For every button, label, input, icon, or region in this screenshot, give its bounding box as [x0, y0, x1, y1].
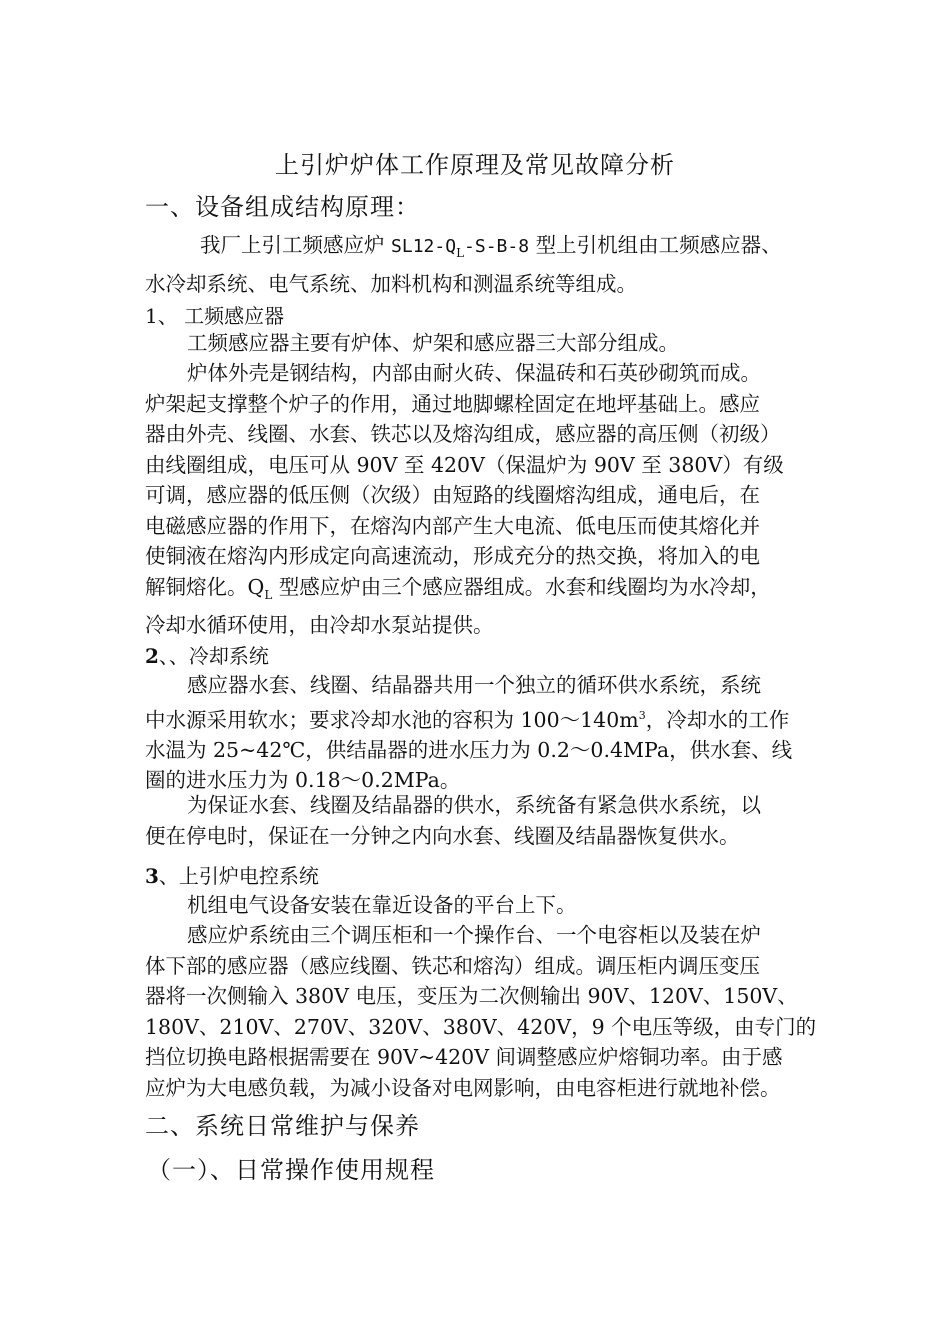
section-2-heading: 二、系统日常维护与保养	[145, 1112, 420, 1140]
subsection-3-heading: 3、上引炉电控系统	[145, 864, 319, 888]
subsection-1-heading: 1、 工频感应器	[145, 304, 285, 328]
subsection-2-heading: 2、、冷却系统	[145, 644, 269, 668]
subsection-1-paragraph-2: 炉体外壳是钢结构，内部由耐火砖、保温砖和石英砂砌筑而成。 炉架起支撑整个炉子的作用，通过地脚螺栓固定在地坪基础上。感应 器由外壳、线圈、水套、铁芯以及熔沟组成，感应器的高压侧（初级） 由线圈组成，电压可从 90V 至 420V（保温炉为 90V 至 380V）有级 可调，感应器的低压侧（次级）由短路的线圈熔沟组成，通电后，在 电磁感应器的作用下，在熔沟内部产生大电流、低电压而使其熔化并 使铜液在熔沟内形成定向高速流动，形成充分的热交换，将加入的电 解铜熔化。$Q_L$ 型感应炉由三个感应器组成。水套和线圈均为水冷却， 冷却水循环使用，由冷却水泵站提供。	[145, 361, 784, 638]
subsection-3-paragraph-2: 感应炉系统由三个调压柜和一个操作台、一个电容柜以及装在炉 体下部的感应器（感应线圈、铁芯和熔沟）组成。调压柜内调压变压 器将一次侧输入 380V 电压，变压为二次侧输出 90V、120V、150V、 180V、210V、270V、320V、380V、420V，9 个电压等级，由专门的 挡位切换电路根据需要在 90V~420V 间调整感应炉熔铜功率。由于感 应炉为大电感负载，为减小设备对电网影响，由电容柜进行就地补偿。	[145, 923, 817, 1100]
intro-line-2: 水冷却系统、电气系统、加料机构和测温系统等组成。	[145, 271, 637, 296]
intro-line-1: 我厂上引工频感应炉 $SL12-Q_L-S-B-8$ 型上引机组由工频感应器、	[200, 233, 782, 261]
section-1-heading: 一、设备组成结构原理：	[145, 193, 420, 221]
document-title: 上引炉炉体工作原理及常见故障分析	[275, 151, 675, 179]
subsection-2-paragraph-1: 感应器水套、线圈、结晶器共用一个独立的循环供水系统，系统 中水源采用软水；要求冷却水池的容积为 $100\sim 140m^3$，冷却水的工作 水温为 25~42℃，供结晶器的进水压力为 0.2～0.4MPa，供水套、线 圈的进水压力为 0.18～0.2MPa。	[145, 673, 793, 793]
subsection-2-paragraph-2: 为保证水套、线圈及结晶器的供水，系统备有紧急供水系统，以 便在停电时，保证在一分钟之内向水套、线圈及结晶器恢复供水。	[145, 793, 761, 848]
subsection-3-paragraph-1: 机组电气设备安装在靠近设备的平台上下。	[187, 893, 577, 917]
intro-paragraph	[145, 230, 807, 299]
section-2-subheading: （一）、日常操作使用规程	[147, 1156, 435, 1184]
subsection-1-paragraph-1: 工频感应器主要有炉体、炉架和感应器三大部分组成。	[187, 331, 679, 355]
